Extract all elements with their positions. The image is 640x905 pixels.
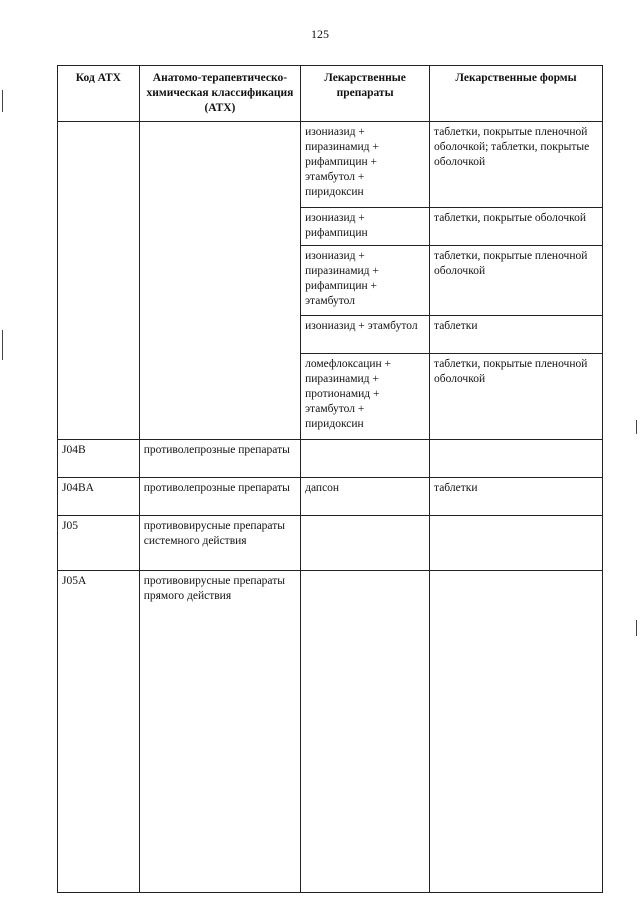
table-row [58,478,603,516]
table-row [58,516,603,571]
classification-cell: противолепрозные препараты [139,478,300,516]
drug-cell: дапсон [301,478,430,516]
drug-cell: изониазид + пиразинамид + рифампицин + этамбутол [301,246,430,316]
classification-cell: противолепрозные препараты [139,440,300,478]
form-cell [430,516,603,571]
form-cell: таблетки [430,478,603,516]
margin-mark [636,420,637,434]
header-forms: Лекарственные формы [430,66,603,122]
table-row [58,122,603,208]
atx-table [57,65,603,893]
table-header-row [58,66,603,122]
code-cell: J04BA [58,478,140,516]
code-cell: J05A [58,571,140,893]
margin-mark [2,90,3,112]
classification-cell: противовирусные препараты системного действия [139,516,300,571]
form-cell: таблетки, покрытые пленочной оболочкой [430,354,603,440]
classification-cell [139,122,300,440]
code-cell: J05 [58,516,140,571]
table-row [58,440,603,478]
form-cell: таблетки, покрытые пленочной оболочкой; таблетки, покрытые оболочкой [430,122,603,208]
drug-cell [301,516,430,571]
header-classification: Анатомо-терапевтическо-химическая классификация (АТХ) [139,66,300,122]
drug-cell: изониазид + пиразинамид + рифампицин + этамбутол + пиридоксин [301,122,430,208]
form-cell [430,440,603,478]
form-cell: таблетки, покрытые пленочной оболочкой [430,246,603,316]
page-number: 125 [311,27,329,41]
drug-cell: ломефлоксацин + пиразинамид + протионамид + этамбутол + пиридоксин [301,354,430,440]
code-cell [58,122,140,440]
classification-cell: противовирусные препараты прямого действия [139,571,300,893]
drug-cell [301,571,430,893]
table-row [58,571,603,893]
drug-cell: изониазид + рифампицин [301,208,430,246]
drug-cell [301,440,430,478]
margin-mark [636,620,637,636]
form-cell: таблетки [430,316,603,354]
header-drugs: Лекарственные препараты [301,66,430,122]
header-code: Код АТХ [58,66,140,122]
form-cell: таблетки, покрытые оболочкой [430,208,603,246]
form-cell [430,571,603,893]
drug-cell: изониазид + этамбутол [301,316,430,354]
code-cell: J04B [58,440,140,478]
margin-mark [2,330,3,360]
